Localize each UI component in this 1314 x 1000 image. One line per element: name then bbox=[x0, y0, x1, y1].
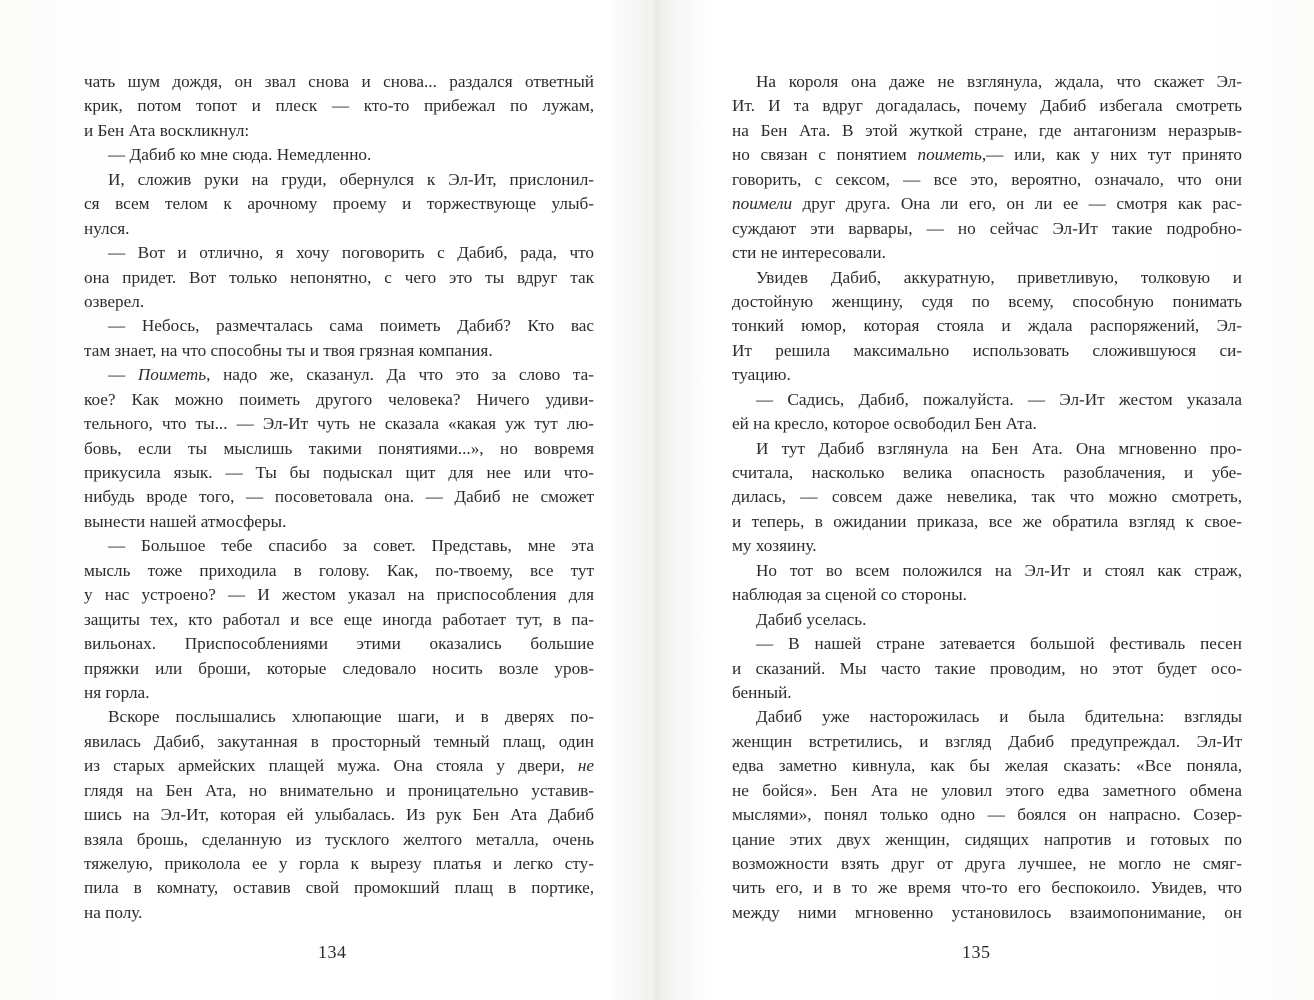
text-line: глядя на Бен Ата, но внимательно и проницательно уставив- bbox=[84, 780, 594, 800]
text-line: — Небось, размечталась сама поиметь Дабиб? Кто вас bbox=[108, 316, 594, 336]
left-page-number: 134 bbox=[318, 942, 347, 962]
text-line: на Бен Ата. В этой жуткой стране, где антагонизм неразрыв- bbox=[732, 120, 1242, 140]
text-line: Ит. И та вдруг догадалась, почему Дабиб избегала смотреть bbox=[732, 96, 1242, 116]
text-line: на полу. bbox=[84, 902, 143, 922]
text-run: — bbox=[108, 365, 138, 385]
text-line: Вскоре послышались хлюпающие шаги, и в дверях по- bbox=[108, 707, 594, 727]
text-run: из старых армейских плащей мужа. Она стояла у двери, bbox=[84, 756, 578, 776]
text-line: тяжелую, приколола ее у горла к вырезу платья и легко сту- bbox=[84, 854, 594, 873]
text-line: крик, потом топот и плеск — кто-то прибежал по лужам, bbox=[84, 96, 594, 116]
text-line: взяла брошь, сделанную из тусклого желтого металла, очень bbox=[84, 829, 594, 849]
text-line bbox=[732, 192, 1242, 216]
text-line: озверел. bbox=[84, 291, 145, 311]
text-run: но связан с понятием bbox=[732, 145, 918, 165]
left-page bbox=[84, 70, 594, 925]
text-line: На короля она даже не взглянула, ждала, что скажет Эл- bbox=[756, 72, 1242, 91]
text-line: говорить, с сексом, — все это, вероятно, означало, что они bbox=[732, 169, 1242, 189]
text-line bbox=[84, 754, 594, 778]
text-line: сти не интересовали. bbox=[732, 243, 886, 263]
text-line: — Садись, Дабиб, пожалуйста. — Эл-Ит жестом указала bbox=[756, 389, 1242, 409]
text-line: и теперь, в ожидании приказа, все же обратила взгляд к свое- bbox=[732, 511, 1242, 531]
text-line: суждают эти варвары, — но сейчас Эл-Ит такие подробно- bbox=[732, 218, 1242, 238]
text-line: И, сложив руки на груди, обернулся к Эл-Ит, прислонил- bbox=[108, 169, 594, 189]
text-line: она придет. Вот только непонятно, с чего это ты вдруг так bbox=[84, 267, 594, 287]
text-line: между ними мгновенно установилось взаимопонимание, он bbox=[732, 902, 1242, 922]
text-line: женщин встретились, и взгляд Дабиб предупреждал. Эл-Ит bbox=[732, 731, 1242, 751]
text-run: ,— или, как у них тут принято bbox=[981, 145, 1242, 165]
text-line: вынести нашей атмосферы. bbox=[84, 511, 287, 531]
right-page bbox=[732, 70, 1242, 925]
italic-word: Поиметь bbox=[137, 365, 207, 385]
text-line: не бойся». Бен Ата не уловил этого едва заметного обмена bbox=[732, 780, 1242, 800]
italic-word: поиметь bbox=[917, 145, 982, 165]
text-line: тельного, что ты... — Эл-Ит чуть не сказала «какая уж тут лю- bbox=[84, 414, 594, 434]
text-line: мыслями», понял только одно — боялся он напрасно. Созер- bbox=[732, 805, 1242, 825]
text-line: нибудь вроде того, — посоветовала она. — Дабиб не сможет bbox=[84, 487, 594, 507]
text-line: и сказаний. Мы часто такие проводим, но этот будет осо- bbox=[732, 658, 1242, 678]
text-line: ей на кресло, которое освободил Бен Ата. bbox=[732, 414, 1037, 434]
text-line: нулся. bbox=[84, 218, 130, 238]
text-line: Но тот во всем положился на Эл-Ит и стоял как страж, bbox=[756, 560, 1242, 580]
text-line: прикусила язык. — Ты бы подыскал щит для нее или что- bbox=[84, 463, 594, 482]
text-line: дилась, — совсем даже невелика, так что можно смотреть, bbox=[732, 487, 1242, 507]
text-line: — Вот и отлично, я хочу поговорить с Дабиб, рада, что bbox=[108, 243, 594, 263]
text-line: му хозяину. bbox=[732, 536, 817, 556]
text-line: вильонах. Приспособлениями этими оказались большие bbox=[84, 634, 594, 654]
text-line: достойную женщину, судя по всему, способную понимать bbox=[732, 291, 1242, 311]
text-line: ся всем телом к арочному проему и торжествующе улыб- bbox=[84, 194, 594, 214]
italic-word: поимели bbox=[732, 194, 793, 214]
text-line bbox=[84, 363, 594, 387]
text-run: друг друга. Она ли его, он ли ее — смотря как рас- bbox=[792, 194, 1242, 214]
text-line: цание этих двух женщин, сидящих напротив и готовых по bbox=[732, 829, 1242, 849]
text-line: Увидев Дабиб, аккуратную, приветливую, толковую и bbox=[756, 267, 1242, 287]
text-line: Дабиб уже насторожилась и была бдительна: взгляды bbox=[756, 707, 1242, 727]
text-line: пряжки или броши, которые следовало носить возле уров- bbox=[84, 658, 594, 678]
text-line: явилась Дабиб, закутанная в просторный темный плащ, один bbox=[84, 731, 594, 751]
text-line: у нас устроено? — И жестом указал на приспособления для bbox=[84, 585, 594, 605]
text-line: чить его, и в то же время что-то его беспокоило. Увидев, что bbox=[732, 878, 1242, 898]
text-line: считала, насколько велика опасность разоблачения, и убе- bbox=[732, 463, 1242, 482]
text-line: — В нашей стране затевается большой фестиваль песен bbox=[756, 634, 1242, 654]
text-line: бовь, если ты мыслишь такими понятиями...», но вовремя bbox=[84, 438, 594, 458]
text-line: возможности взять друг от друга лучшее, не могло не смяг- bbox=[732, 854, 1242, 873]
text-line: тонкий юмор, которая стояла и ждала распоряжений, Эл- bbox=[732, 316, 1242, 336]
right-page-number: 135 bbox=[962, 942, 991, 962]
text-line: И тут Дабиб взглянула на Бен Ата. Она мгновенно про- bbox=[756, 438, 1242, 458]
text-line: пила в комнату, оставив свой промокший плащ в портике, bbox=[84, 878, 594, 898]
text-line: — Большое тебе спасибо за совет. Представь, мне эта bbox=[108, 536, 594, 556]
italic-word: не bbox=[577, 756, 594, 776]
text-line: Ит решила максимально использовать сложившуюся си- bbox=[732, 340, 1242, 360]
text-run: , надо же, сказанул. Да что это за слово та- bbox=[206, 365, 594, 385]
text-line: Дабиб уселась. bbox=[756, 609, 867, 629]
right-page-text bbox=[732, 70, 1242, 925]
left-page-text bbox=[84, 70, 594, 925]
text-line: мысль тоже приходила в голову. Как, по-твоему, все тут bbox=[84, 560, 594, 580]
text-line: защиты тех, кто работал и все еще иногда работает тут, в па- bbox=[84, 609, 594, 629]
text-line: там знает, на что способны ты и твоя грязная компания. bbox=[84, 340, 493, 360]
text-line: ня горла. bbox=[84, 682, 150, 702]
text-line: шись на Эл-Ит, которая ей улыбалась. Из рук Бен Ата Дабиб bbox=[84, 805, 594, 825]
text-line bbox=[732, 143, 1242, 167]
text-line: бенный. bbox=[732, 682, 792, 702]
text-line: и Бен Ата воскликнул: bbox=[84, 120, 250, 140]
text-line: туацию. bbox=[732, 365, 791, 385]
text-line: чать шум дождя, он звал снова и снова... раздался ответный bbox=[84, 72, 594, 91]
text-line: кое? Как можно поиметь другого человека? Ничего удиви- bbox=[84, 389, 594, 409]
text-line: — Дабиб ко мне сюда. Немедленно. bbox=[108, 145, 372, 165]
text-line: наблюдая за сценой со стороны. bbox=[732, 585, 967, 605]
text-line: едва заметно кивнула, как бы желая сказать: «Все поняла, bbox=[732, 756, 1242, 776]
